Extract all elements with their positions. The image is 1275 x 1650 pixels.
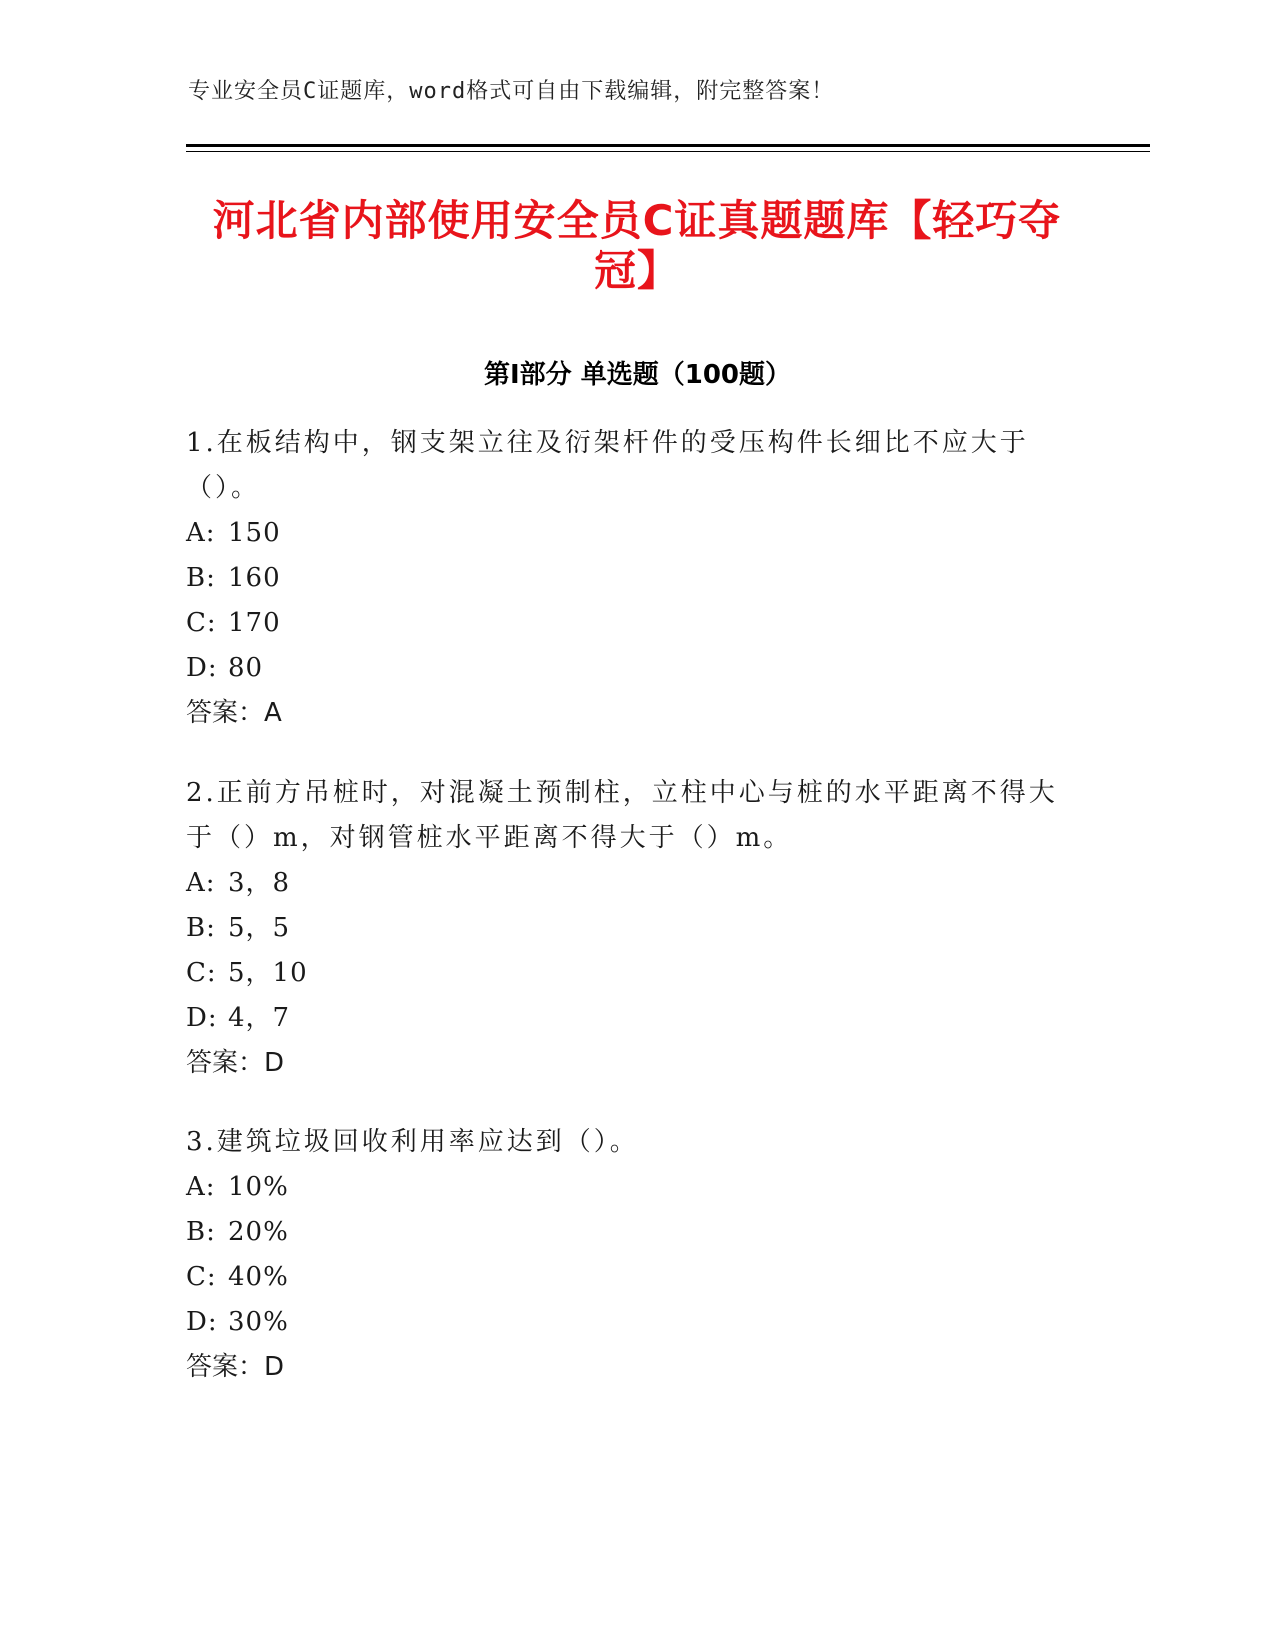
answer: 答案：A bbox=[186, 698, 282, 728]
option-text: 4，7 bbox=[228, 1003, 291, 1033]
option-key: B: bbox=[186, 1217, 216, 1247]
option-key: D: bbox=[186, 1003, 218, 1033]
question-stem: 3.建筑垃圾回收利用率应达到（）。 bbox=[186, 1127, 639, 1157]
question-3 bbox=[186, 1120, 1066, 1390]
answer: 答案：D bbox=[186, 1352, 285, 1382]
option-text: 40% bbox=[228, 1262, 289, 1292]
option-b bbox=[186, 906, 1066, 951]
option-key: A: bbox=[186, 1172, 216, 1202]
option-d bbox=[186, 1300, 1066, 1345]
option-text: 5，5 bbox=[228, 913, 291, 943]
document-title: 河北省内部使用安全员C证真题题库【轻巧夺冠】 bbox=[212, 196, 1062, 295]
header-note: 专业安全员C证题库，word格式可自由下载编辑，附完整答案！ bbox=[188, 79, 835, 104]
option-c bbox=[186, 1255, 1066, 1300]
option-text: 20% bbox=[228, 1217, 289, 1247]
option-key: C: bbox=[186, 608, 217, 638]
option-key: B: bbox=[186, 563, 216, 593]
option-a bbox=[186, 1165, 1066, 1210]
option-b bbox=[186, 1210, 1066, 1255]
option-b bbox=[186, 556, 1066, 601]
header-rule-thick bbox=[186, 144, 1150, 147]
option-text: 5，10 bbox=[228, 958, 308, 988]
option-key: A: bbox=[186, 518, 216, 548]
option-text: 3，8 bbox=[228, 868, 291, 898]
option-d bbox=[186, 646, 1066, 691]
question-stem: 2.正前方吊桩时，对混凝土预制柱，立柱中心与桩的水平距离不得大于（）m，对钢管桩水平距离不得大于（）m。 bbox=[186, 778, 1058, 853]
option-text: 80 bbox=[228, 653, 264, 683]
option-a bbox=[186, 511, 1066, 556]
option-key: B: bbox=[186, 913, 216, 943]
question-2 bbox=[186, 771, 1066, 1086]
option-text: 150 bbox=[228, 518, 281, 548]
option-c bbox=[186, 951, 1066, 996]
option-key: C: bbox=[186, 958, 217, 988]
answer: 答案：D bbox=[186, 1048, 285, 1078]
option-key: C: bbox=[186, 1262, 217, 1292]
option-key: D: bbox=[186, 1307, 218, 1337]
option-text: 160 bbox=[228, 563, 281, 593]
option-text: 170 bbox=[228, 608, 281, 638]
option-key: A: bbox=[186, 868, 216, 898]
option-a bbox=[186, 861, 1066, 906]
header-rule-thin bbox=[186, 151, 1150, 152]
option-text: 10% bbox=[228, 1172, 289, 1202]
option-key: D: bbox=[186, 653, 218, 683]
option-d bbox=[186, 996, 1066, 1041]
question-stem: 1.在板结构中，钢支架立往及衍架杆件的受压构件长细比不应大于（）。 bbox=[186, 428, 1029, 503]
question-1 bbox=[186, 421, 1066, 736]
section-heading: 第I部分 单选题（100题） bbox=[484, 360, 791, 390]
option-c bbox=[186, 601, 1066, 646]
option-text: 30% bbox=[228, 1307, 289, 1337]
